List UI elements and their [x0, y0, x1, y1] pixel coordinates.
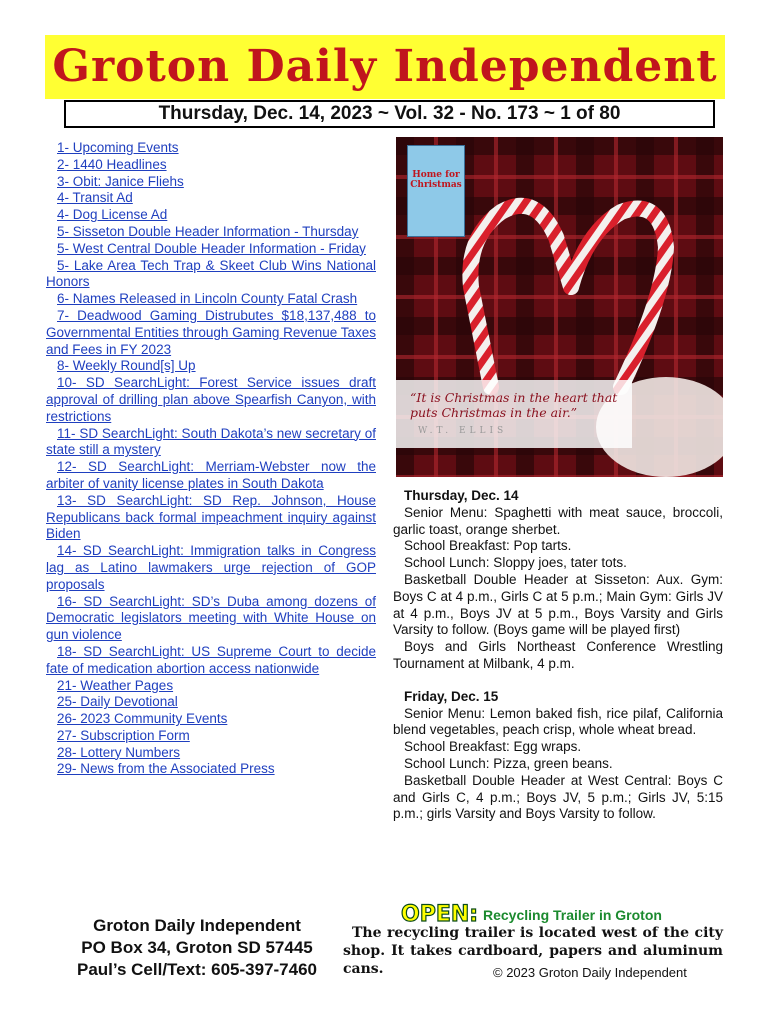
toc-link[interactable]: 26- 2023 Community Events — [57, 711, 228, 727]
toc-link[interactable]: 29- News from the Associated Press — [57, 761, 275, 777]
toc-link[interactable]: 21- Weather Pages — [57, 677, 174, 693]
toc-link[interactable]: 8- Weekly Round[s] Up — [57, 358, 196, 374]
toc-link[interactable]: 18- SD SearchLight: US Supreme Court to decide fate of medication abortion access nationwide — [46, 643, 376, 676]
toc-link[interactable]: 5- Lake Area Tech Trap & Skeet Club Wins National Honors — [46, 257, 376, 290]
schedule-line: Senior Menu: Spaghetti with meat sauce, broccoli, garlic toast, orange sherbet. — [393, 504, 723, 537]
address-po-box: PO Box 34, Groton SD 57445 — [81, 938, 313, 957]
daily-schedule — [393, 488, 723, 823]
day-heading-friday: Friday, Dec. 15 — [404, 688, 499, 704]
masthead-title: Groton Daily Independent — [52, 41, 718, 92]
toc-link[interactable]: 12- SD SearchLight: Merriam-Webster now the arbiter of vanity license plates in South Dakota — [46, 459, 376, 491]
recycling-body: The recycling trailer is located west of the city shop. It takes cardboard, papers and aluminum cans. — [343, 925, 723, 977]
issue-dateline: Thursday, Dec. 14, 2023 ~ Vol. 32 - No. 173 ~ 1 of 80 — [64, 100, 715, 128]
day-heading-thursday: Thursday, Dec. 14 — [404, 488, 519, 503]
toc-link[interactable]: 4- Dog License Ad — [57, 207, 168, 223]
recycling-title: Recycling Trailer in Groton — [483, 907, 662, 923]
toc-link[interactable]: 1- Upcoming Events — [57, 140, 179, 155]
table-of-contents — [46, 140, 376, 778]
schedule-line: School Breakfast: Egg wraps. — [404, 739, 582, 755]
christmas-quote: “It is Christmas in the heart that puts Christmas in the air.” — [410, 390, 618, 420]
toc-link[interactable]: 28- Lottery Numbers — [57, 744, 181, 760]
toc-link[interactable]: 25- Daily Devotional — [57, 694, 178, 710]
toc-link[interactable]: 13- SD SearchLight: SD Rep. Johnson, House Republicans back formal impeachment inquiry against Biden — [46, 492, 376, 542]
schedule-line: Basketball Double Header at Sisseton: Aux. Gym: Boys C at 4 p.m., Girls C at 5 p.m.; Main Gym: Girls JV at 4 p.m., Boys JV at 5 p.m., Boys Varsity and Girls Varsity to follow. (Boys game will be played first) — [393, 571, 723, 638]
toc-link[interactable]: 3- Obit: Janice Fliehs — [57, 173, 184, 189]
address-name: Groton Daily Independent — [93, 916, 301, 935]
schedule-line: School Lunch: Pizza, green beans. — [404, 755, 613, 771]
toc-link[interactable]: 11- SD SearchLight: South Dakota’s new secretary of state still a mystery — [46, 425, 376, 458]
schedule-line: School Breakfast: Pop tarts. — [404, 538, 572, 554]
toc-link[interactable]: 5- West Central Double Header Information - Friday — [57, 240, 366, 256]
book-title: Home for Christmas — [410, 170, 462, 190]
toc-link[interactable]: 6- Names Released in Lincoln County Fatal Crash — [57, 291, 358, 307]
copyright-notice: © 2023 Groton Daily Independent — [493, 965, 687, 980]
toc-link[interactable]: 5- Sisseton Double Header Information - Thursday — [57, 223, 359, 239]
toc-link[interactable]: 2- 1440 Headlines — [57, 156, 167, 172]
toc-link[interactable]: 10- SD SearchLight: Forest Service issues draft approval of drilling plan above Spearfish Canyon, with restrictions — [46, 375, 376, 424]
book-cover-image — [407, 145, 465, 237]
schedule-line: Boys and Girls Northeast Conference Wrestling Tournament at Milbank, 4 p.m. — [393, 639, 723, 671]
schedule-line: Senior Menu: Lemon baked fish, rice pilaf, California blend vegetables, peach crisp, whole wheat bread. — [393, 705, 723, 738]
toc-link[interactable]: 14- SD SearchLight: Immigration talks in Congress lag as Latino lawmakers urge rejection of GOP proposals — [46, 543, 376, 592]
schedule-line: Basketball Double Header at West Central: Boys C and Girls C, 4 p.m.; Boys JV, 5 p.m.; Girls JV, 5:15 p.m.; girls Varsity and Boys Varsity to follow. — [393, 772, 723, 822]
toc-link[interactable]: 27- Subscription Form — [57, 727, 190, 743]
toc-link[interactable]: 4- Transit Ad — [57, 190, 133, 206]
toc-link[interactable]: 16- SD SearchLight: SD’s Duba among dozens of Democratic legislators meeting with White House on gun violence — [46, 593, 376, 643]
quote-overlay — [396, 380, 632, 448]
quote-author: W.T. ELLIS — [418, 426, 508, 436]
masthead-banner — [45, 35, 725, 99]
toc-link[interactable]: 7- Deadwood Gaming Distrubutes $18,137,488 to Governmental Entities through Gaming Revenue Taxes and Fees in FY 2023 — [46, 307, 376, 357]
schedule-line: School Lunch: Sloppy joes, tater tots. — [404, 555, 627, 571]
publisher-address — [47, 915, 347, 981]
address-phone: Paul’s Cell/Text: 605-397-7460 — [76, 960, 318, 979]
open-label: OPEN: — [401, 902, 479, 927]
